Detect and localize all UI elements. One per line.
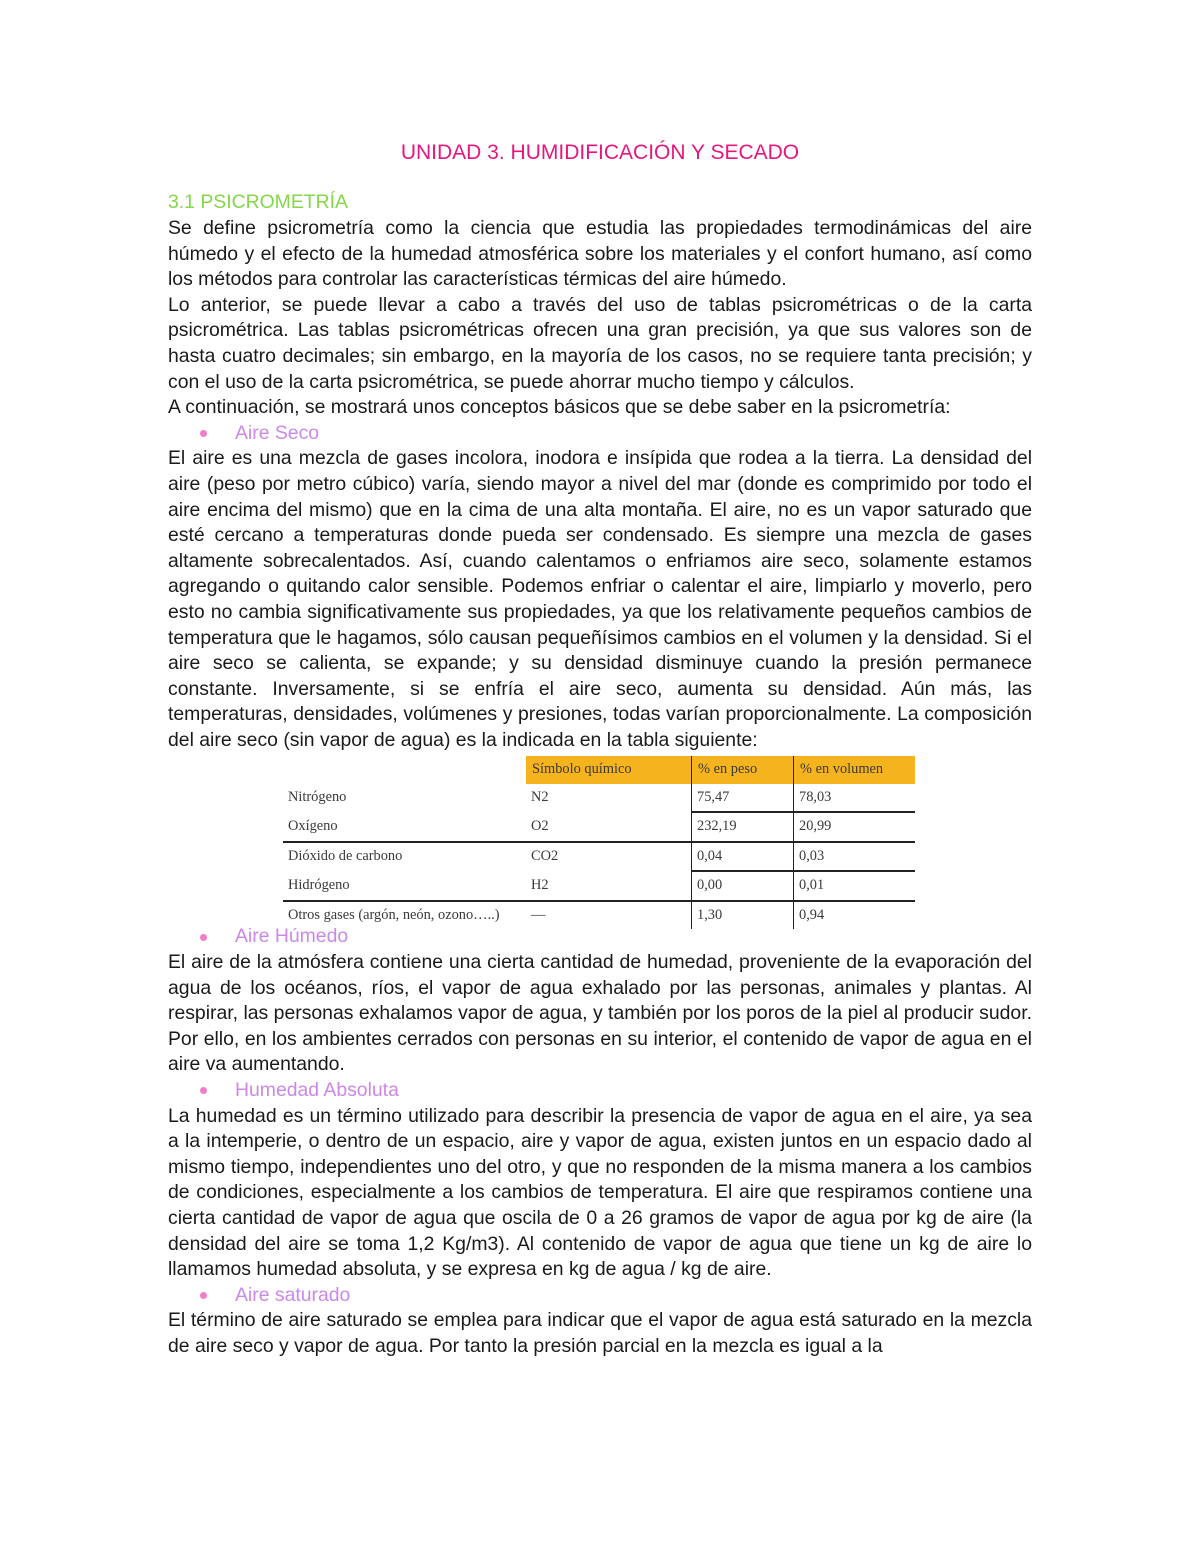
document-page: [168, 138, 1032, 1360]
table-cell: CO2: [531, 848, 559, 865]
bullet-dot-icon: [200, 1087, 207, 1094]
table-cell: 75,47: [692, 784, 794, 813]
table-cell: 78,03: [794, 784, 916, 813]
composition-table-wrapper: [283, 756, 915, 924]
bullet-dot-icon: [200, 1292, 207, 1299]
bullet-aire-seco: [168, 421, 1032, 447]
intro-paragraph-1: Se define psicrometría como la ciencia que estudia las propiedades termodinámicas del aire húmedo y el efecto de la humedad atmosférica sobre los materiales y el confort humano, así como los métodos para controlar las características térmicas del aire húmedo.: [168, 217, 1032, 291]
table-cell: O2: [526, 812, 692, 842]
table-cell: 232,19: [692, 812, 794, 842]
bullet-dot-icon: [200, 430, 207, 437]
table-cell: 0,04: [692, 842, 794, 872]
intro-paragraph-2: Lo anterior, se puede llevar a cabo a través del uso de tablas psicrométricas o de la carta psicrométrica. Las tablas psicrométricas ofrecen una gran precisión, ya que sus valores son de hasta cuatro decimales; sin embargo, en la mayoría de los casos, no se requiere tanta precisión; y con el uso de la carta psicrométrica, se puede ahorrar mucho tiempo y cálculos.: [168, 293, 1032, 393]
bullet-dot-icon: [200, 934, 207, 941]
table-header-volume: % en volumen: [794, 756, 916, 784]
bullet-label: Aire Seco: [235, 421, 320, 444]
table-cell: 0,01: [794, 871, 916, 901]
table-cell: Nitrógeno: [288, 789, 347, 806]
humedad-absoluta-paragraph: La humedad es un término utilizado para describir la presencia de vapor de agua en el aire, ya sea a la intemperie, o dentro de un espacio, aire y vapor de agua, existen juntos en un espacio dado al mismo tiempo, independientes uno del otro, y que no responden de la misma manera a los cambios de condiciones, especialmente a los cambios de temperatura. El aire que respiramos contiene una cierta cantidad de vapor de agua que oscila de 0 a 26 gramos de vapor de agua por kg de aire (la densidad del aire se toma 1,2 Kg/m3). Al contenido de vapor de agua que tiene un kg de aire lo llamamos humedad absoluta, y se expresa en kg de agua / kg de aire.: [168, 1104, 1032, 1281]
page-title: UNIDAD 3. HUMIDIFICACIÓN Y SECADO: [400, 141, 800, 164]
aire-humedo-paragraph: El aire de la atmósfera contiene una cierta cantidad de humedad, proveniente de la evaporación del agua de los océanos, ríos, el vapor de agua exhalado por las personas, animales y plantas. Al respirar, las personas exhalamos vapor de agua, y también por los poros de la piel al producir sudor. Por ello, en los ambientes cerrados con personas en su interior, el contenido de vapor de agua en el aire va aumentando.: [168, 951, 1032, 1076]
table-cell: 1,30: [692, 901, 794, 930]
table-header-weight: % en peso: [692, 756, 794, 784]
table-cell: Otros gases (argón, neón, ozono…..): [288, 906, 500, 923]
table-cell: 0,03: [794, 842, 916, 872]
bullet-label: Humedad Absoluta: [235, 1079, 399, 1102]
aire-saturado-paragraph: El término de aire saturado se emplea para indicar que el vapor de agua está saturado en la mezcla de aire seco y vapor de agua. Por tanto la presión parcial en la mezcla es igual a la: [168, 1309, 1032, 1357]
table-cell: Oxígeno: [283, 812, 526, 842]
table-row: [283, 871, 915, 901]
bullet-label: Aire saturado: [235, 1283, 351, 1306]
table-header-symbol: Símbolo químico: [526, 756, 692, 784]
composition-table: [283, 756, 915, 929]
bullet-label: Aire Húmedo: [235, 925, 349, 948]
bullet-humedad-absoluta: [168, 1078, 1032, 1104]
bullet-aire-saturado: [168, 1283, 1032, 1309]
table-header-empty: [283, 756, 526, 784]
table-header-row: [283, 756, 915, 784]
aire-seco-paragraph: El aire es una mezcla de gases incolora, inodora e insípida que rodea a la tierra. La densidad del aire (peso por metro cúbico) varía, siendo mayor a nivel del mar (donde es comprimido por todo el aire encima del mismo) que en la cima de una alta montaña. El aire, no es un vapor saturado que esté cercano a temperaturas donde pueda ser condensado. Es siempre una mezcla de gases altamente sobrecalentados. Así, cuando calentamos o enfriamos aire seco, solamente estamos agregando o quitando calor sensible. Podemos enfriar o calentar el aire, limpiarlo y moverlo, pero esto no cambia significativamente sus propiedades, ya que los relativamente pequeños cambios de temperatura que le hagamos, sólo causan pequeñísimos cambios en el volumen y la densidad. Si el aire seco se calienta, se expande; y su densidad disminuye cuando la presión permanece constante. Inversamente, si se enfría el aire seco, aumenta su densidad. Aún más, las temperaturas, densidades, volúmenes y presiones, todas varían proporcionalmente. La composición del aire seco (sin vapor de agua) es la indicada en la tabla siguiente:: [168, 447, 1032, 751]
table-cell: 0,00: [692, 871, 794, 901]
intro-paragraph-3: A continuación, se mostrará unos conceptos básicos que se debe saber en la psicrometría:: [168, 396, 951, 419]
table-cell: 20,99: [794, 812, 916, 842]
table-cell: —: [531, 906, 546, 923]
bullet-aire-humedo: [168, 924, 1032, 950]
table-cell: 0,94: [794, 901, 916, 930]
table-cell: Hidrógeno: [283, 871, 526, 901]
section-heading: 3.1 PSICROMETRÍA: [168, 191, 348, 213]
table-row: [283, 812, 915, 842]
table-row: [283, 784, 915, 813]
table-cell: H2: [526, 871, 692, 901]
table-cell: Dióxido de carbono: [288, 848, 403, 865]
table-cell: N2: [531, 789, 549, 806]
table-row: [283, 842, 915, 872]
